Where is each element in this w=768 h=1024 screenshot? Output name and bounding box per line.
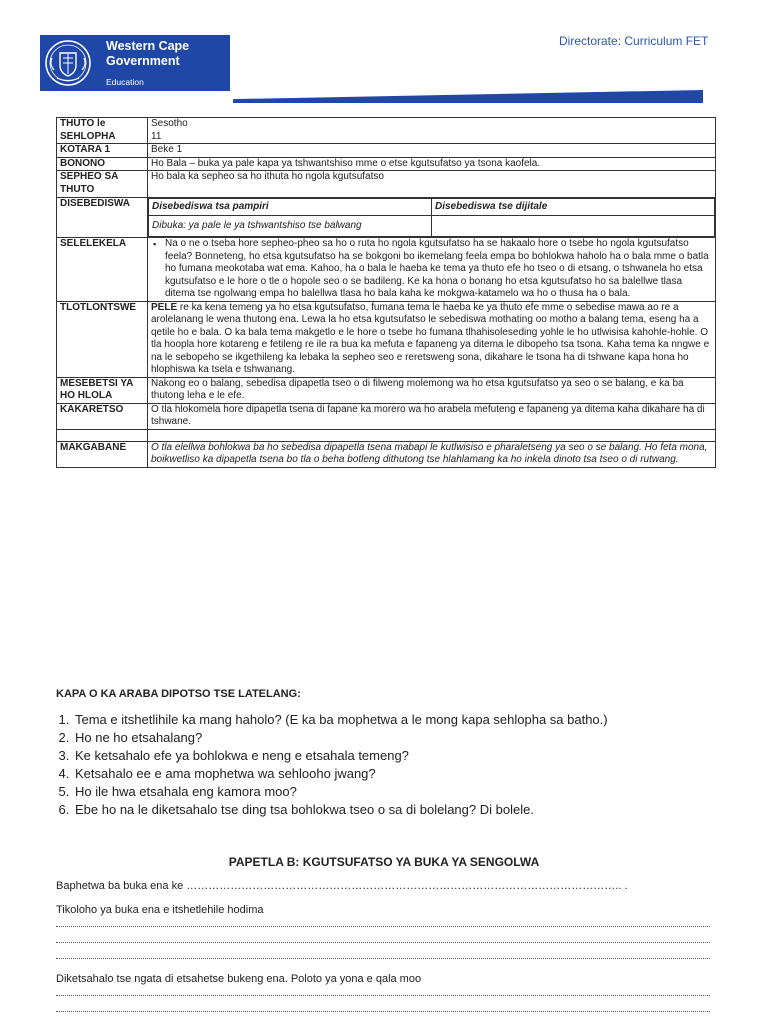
header-decorative-bar	[233, 90, 703, 103]
paper-resources-heading: Disebediswa tsa pampiri	[149, 199, 432, 216]
answer-line	[56, 1010, 710, 1012]
row-label-sepheo: SEPHEO SA THUTO	[57, 171, 148, 198]
list-item: ▪ Na o ne o tseba hore sepheo-pheo sa ho o ruta ho ngola kgutsufatso ha se hakaalo hore o tsebe ho ngola kgutsufatso feela? Bonneteng, ho etsa kgutsufatso ha se bokgoni bo ikemelang feela empa bo bohlokwa haholo ha o bala mme o batla ho fumana meokotaba wat ema. Kahoo, ha o bala le haeba ke tema ya thuto efe ho tseo o di etsang, o tshwanela ho etsa kgutsufatso e le hore o tle o hopole seo o se badileng. Ke ka hona o bonang ho etsa kgutsufatso ho sa balellwe tlasa ditema tse ngolwang empa ho balellwa tlasa ho bala kaha ke mokgwa-katamelo wa ho o thusa ha o bala.	[165, 238, 712, 301]
department-name: Education	[106, 77, 144, 87]
directorate-label: Directorate: Curriculum FET	[559, 34, 709, 48]
table-row	[57, 301, 716, 377]
table-row	[57, 157, 716, 171]
answer-line	[56, 957, 710, 959]
government-logo	[40, 35, 230, 91]
list-item: 4. Ketsahalo ee e ama mophetwa wa sehlooho jwang?	[73, 765, 608, 783]
table-row	[57, 198, 716, 238]
answer-line	[56, 994, 710, 996]
digital-resources-item	[432, 216, 715, 237]
row-value-mesebetsi: Nakong eo o balang, sebedisa dipapetla tseo o di filweng molemong wa ho etsa kgutsufatso ya seo o se balang, e ka ba thutong leha e le efe.	[148, 377, 716, 403]
row-value-bonono: Ho Bala – buka ya pale kapa ya tshwantshiso mme o etse kgutsufatso ya tsona kaofela.	[148, 157, 716, 171]
paper-resources-item: Dibuka: ya pale le ya tshwantshiso tse balwang	[149, 216, 432, 237]
row-value-selelekela	[148, 238, 716, 302]
row-label-disebediswa: DISEBEDISWA	[57, 198, 148, 238]
digital-resources-heading: Disebediswa tse dijitale	[432, 199, 715, 216]
row-value-kakaretso: O tla hlokomela hore dipapetla tsena di fapane ka morero wa ho arabela mefuteng e fapaneng ya ditema kaha dikahare ha di tshwane.	[148, 403, 716, 429]
list-item: 5. Ho ile hwa etsahala eng kamora moo?	[73, 783, 608, 801]
row-value-kotara: Beke 1	[148, 144, 716, 158]
empty-row-label	[57, 429, 148, 441]
table-row	[57, 118, 716, 144]
row-label-thuto: THUTO le SEHLOPHA	[57, 118, 148, 144]
table-row	[57, 377, 716, 403]
row-label-bonono: BONONO	[57, 157, 148, 171]
table-row	[57, 238, 716, 302]
empty-row-value	[148, 429, 716, 441]
government-name: Western Cape Government	[106, 39, 190, 68]
row-label-tlotlontswe: TLOTLONTSWE	[57, 301, 148, 377]
lesson-plan-table	[56, 117, 716, 468]
row-label-makgabane: MAKGABANE	[57, 441, 148, 467]
answer-line	[56, 925, 710, 927]
table-row	[57, 171, 716, 198]
coat-of-arms-icon	[43, 38, 93, 88]
row-label-selelekela: SELELEKELA	[57, 238, 148, 302]
row-label-mesebetsi: MESEBETSI YA HO HLOLA	[57, 377, 148, 403]
list-item: 2. Ho ne ho etsahalang?	[73, 729, 608, 747]
list-item: 1. Tema e itshetlihile ka mang haholo? (E ka ba mophetwa a le mong kapa sehlopha sa batho.)	[73, 711, 608, 729]
questions-list	[56, 711, 608, 819]
table-row	[57, 403, 716, 429]
row-label-kakaretso: KAKARETSO	[57, 403, 148, 429]
baphetwa-line: Baphetwa ba buka ena ke ……………………………………………………………………………………………………….. .	[56, 880, 628, 892]
list-item: 3. Ke ketsahalo efe ya bohlokwa e neng e etsahala temeng?	[73, 747, 608, 765]
table-row	[57, 144, 716, 158]
table-row	[57, 441, 716, 467]
row-value-disebediswa	[148, 198, 716, 238]
row-label-kotara: KOTARA 1	[57, 144, 148, 158]
row-value-makgabane: O tla elellwa bohlokwa ba ho sebedisa dipapetla tsena mabapi le kutlwisiso e pharaletseng ya seo o se balang. Ho feta mona, boikwetliso ka dipapetla tsena bo tla o beha botleng dithutong tse hlahlamang ka ho inkela dinoto tsa tseo o di rutwang.	[148, 441, 716, 467]
list-item: 6. Ebe ho na le diketsahalo tse ding tsa bohlokwa tseo o sa di bolelang? Di bolele.	[73, 801, 608, 819]
tikoloho-line: Tikoloho ya buka ena e itshetlehile hodima	[56, 904, 264, 916]
papetla-b-title: PAPETLA B: KGUTSUFATSO YA BUKA YA SENGOLWA	[228, 855, 540, 869]
row-value-thuto: Sesotho 11	[148, 118, 716, 144]
diketsahalo-line: Diketsahalo tse ngata di etsahetse bukeng ena. Poloto ya yona e qala moo	[56, 973, 422, 985]
table-row	[57, 429, 716, 441]
answer-line	[56, 941, 710, 943]
row-value-sepheo: Ho bala ka sepheo sa ho ithuta ho ngola kgutsufatso	[148, 171, 716, 198]
row-value-tlotlontswe: PELE re ka kena temeng ya ho etsa kgutsufatso, fumana tema le haeba ke ya thuto efe mme o sebedise mawa ao re a arolelanang le wena thutong ena. Lewa la ho etsa kgutsufatso le sebediswa mothating oo motho a balang tema, eseng ha a qetile ho e bala. O ka bala tema makgetlo e le hore o tsebe ho fumana tlhahisoleseding yohle le ho utlwisisa kahohle-hohle. O tla hoopla hore kotareng e fetileng re ile ra bua ka mefuta e fapaneng ya ditema le dibopeho tsa tsona. Kaha tema ka nngwe e na le sebopeho se ikgethileng ka lebaka la sepheo seo e reretsweng sona, dikahare le tsona ha di tshwane kapa hona ho hlophiswa ka tsela e tshwanang.	[148, 301, 716, 377]
questions-heading: KAPA O KA ARABA DIPOTSO TSE LATELANG:	[56, 688, 301, 700]
